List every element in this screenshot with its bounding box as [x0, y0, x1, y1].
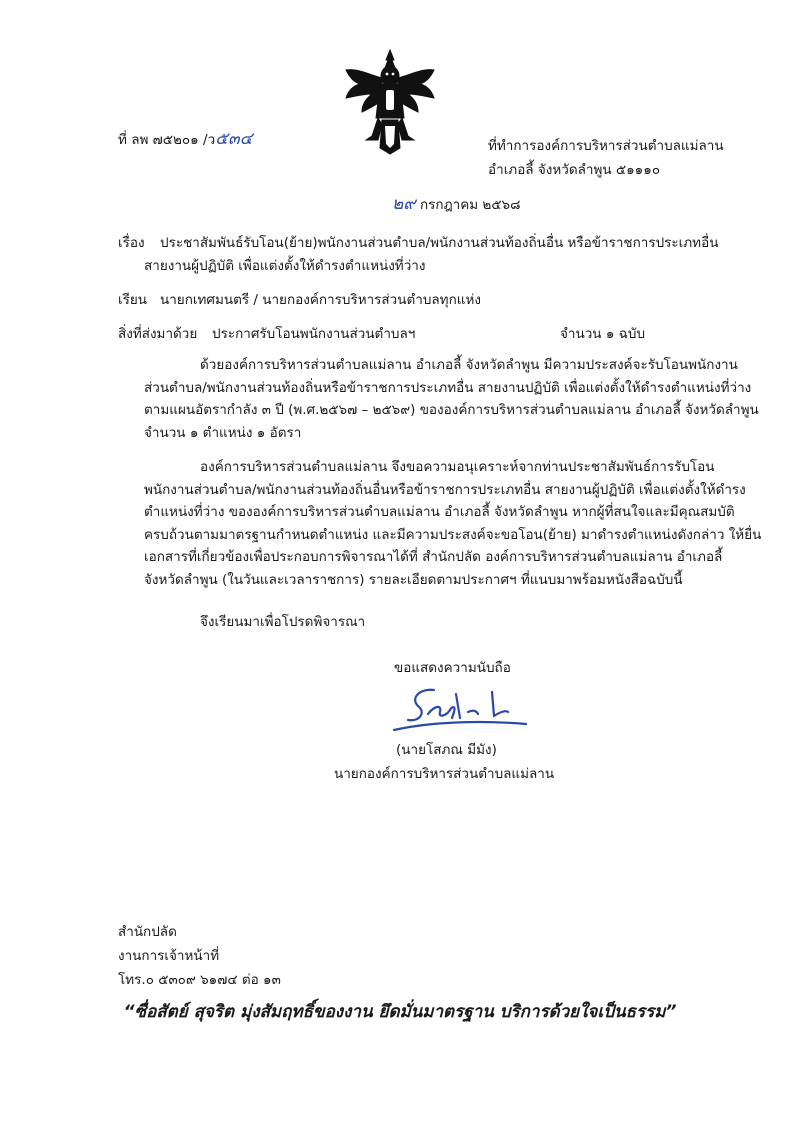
garuda-emblem-icon — [338, 48, 442, 156]
closing-line: จึงเรียนมาเพื่อโปรดพิจารณา — [200, 614, 366, 630]
paragraph-line: ส่วนตำบล/พนักงานส่วนท้องถิ่นหรือข้าราชการประเภทอื่น สายงานปฏิบัติ เพื่อแต่งตั้งให้ดำรงตำแหน่งที่ว่าง — [144, 379, 752, 396]
reference-handwritten-number: ๕๓๔ — [215, 129, 253, 149]
date-day-handwritten: ๒๙ — [392, 194, 416, 214]
regards-text: ขอแสดงความนับถือ — [394, 660, 511, 676]
paragraph-line: ตำแหน่งที่ว่าง ขององค์การบริหารส่วนตำบลแม่ลาน อำเภอลี้ จังหวัดลำพูน หากผู้ที่สนใจและมีคุณสมบัติ — [144, 504, 735, 520]
subject-line2: สายงานผู้ปฏิบัติ เพื่อแต่งตั้งให้ดำรงตำแหน่งที่ว่าง — [144, 258, 426, 274]
handwritten-signature — [390, 676, 530, 738]
reference-number — [118, 125, 253, 152]
paragraph-line: พนักงานส่วนตำบล/พนักงานส่วนท้องถิ่นอื่นหรือข้าราชการประเภทอื่น สายงานผู้ปฏิบัติ เพื่อแต่งตั้งให้ดำรง — [144, 481, 746, 498]
paragraph-line: ด้วยองค์การบริหารส่วนตำบลแม่ลาน อำเภอลี้ จังหวัดลำพูน มีความประสงค์จะรับโอนพนักงาน — [200, 357, 738, 373]
date-month-year: กรกฎาคม ๒๕๖๘ — [419, 197, 521, 213]
subject-label: เรื่อง — [118, 235, 145, 251]
office-address-line2: อำเภอลี้ จังหวัดลำพูน ๕๑๑๑๐ — [488, 162, 661, 178]
organization-motto: “ซื่อสัตย์ สุจริต มุ่งสัมฤทธิ์ของงาน ยึดมั่นมาตรฐาน บริการด้วยใจเป็นธรรม” — [123, 1002, 677, 1022]
paragraph-line: ตามแผนอัตรากำลัง ๓ ปี (พ.ศ.๒๕๖๗ – ๒๕๖๙) ขององค์การบริหารส่วนตำบลแม่ลาน อำเภอลี้ จังหวัดลำพูน — [144, 402, 759, 418]
enclosure-quantity: จำนวน ๑ ฉบับ — [560, 326, 646, 342]
body-paragraph-1 — [144, 354, 759, 444]
paragraph-line: จังหวัดลำพูน (ในวันและเวลาราชการ) รายละเอียดตามประกาศฯ ที่แนบมาพร้อมหนังสือฉบับนี้ — [144, 571, 683, 588]
enclosure-text: ประกาศรับโอนพนักงานส่วนตำบลฯ — [212, 326, 416, 342]
footer-phone: โทร.๐ ๕๓๐๙ ๖๑๗๔ ต่อ ๑๓ — [118, 972, 281, 988]
footer-department: สำนักปลัด — [118, 924, 177, 940]
paragraph-line: องค์การบริหารส่วนตำบลแม่ลาน จึงขอความอนุเคราะห์จากท่านประชาสัมพันธ์การรับโอน — [200, 459, 715, 475]
paragraph-line: จำนวน ๑ ตำแหน่ง ๑ อัตรา — [144, 424, 302, 441]
signer-position: นายกองค์การบริหารส่วนตำบลแม่ลาน — [334, 766, 555, 782]
paragraph-line: ครบถ้วนตามมาตรฐานกำหนดตำแหน่ง และมีความประสงค์จะขอโอน(ย้าย) มาดำรงตำแหน่งดังกล่าว ให้ยื่น — [144, 526, 762, 543]
signer-name: (นายโสภณ มีมัง) — [396, 742, 497, 758]
office-address-line1: ที่ทำการองค์การบริหารส่วนตำบลแม่ลาน — [488, 138, 724, 154]
body-paragraph-2 — [144, 456, 762, 591]
recipient-text: นายกเทศมนตรี / นายกองค์การบริหารส่วนตำบลทุกแห่ง — [160, 292, 481, 308]
document-date — [392, 190, 521, 217]
enclosure-label: สิ่งที่ส่งมาด้วย — [118, 326, 198, 342]
paragraph-line: เอกสารที่เกี่ยวข้องเพื่อประกอบการพิจารณาได้ที่ สำนักปลัด องค์การบริหารส่วนตำบลแม่ลาน อำเภอลี้ — [144, 549, 723, 565]
subject-line1: ประชาสัมพันธ์รับโอน(ย้าย)พนักงานส่วนตำบล/พนักงานส่วนท้องถิ่นอื่น หรือข้าราชการประเภทอื่น — [160, 235, 719, 251]
footer-section: งานการเจ้าหน้าที่ — [118, 948, 220, 964]
recipient-label: เรียน — [118, 292, 148, 308]
reference-prefix: ที่ ลพ ๗๕๒๐๑ /ว — [118, 132, 216, 148]
